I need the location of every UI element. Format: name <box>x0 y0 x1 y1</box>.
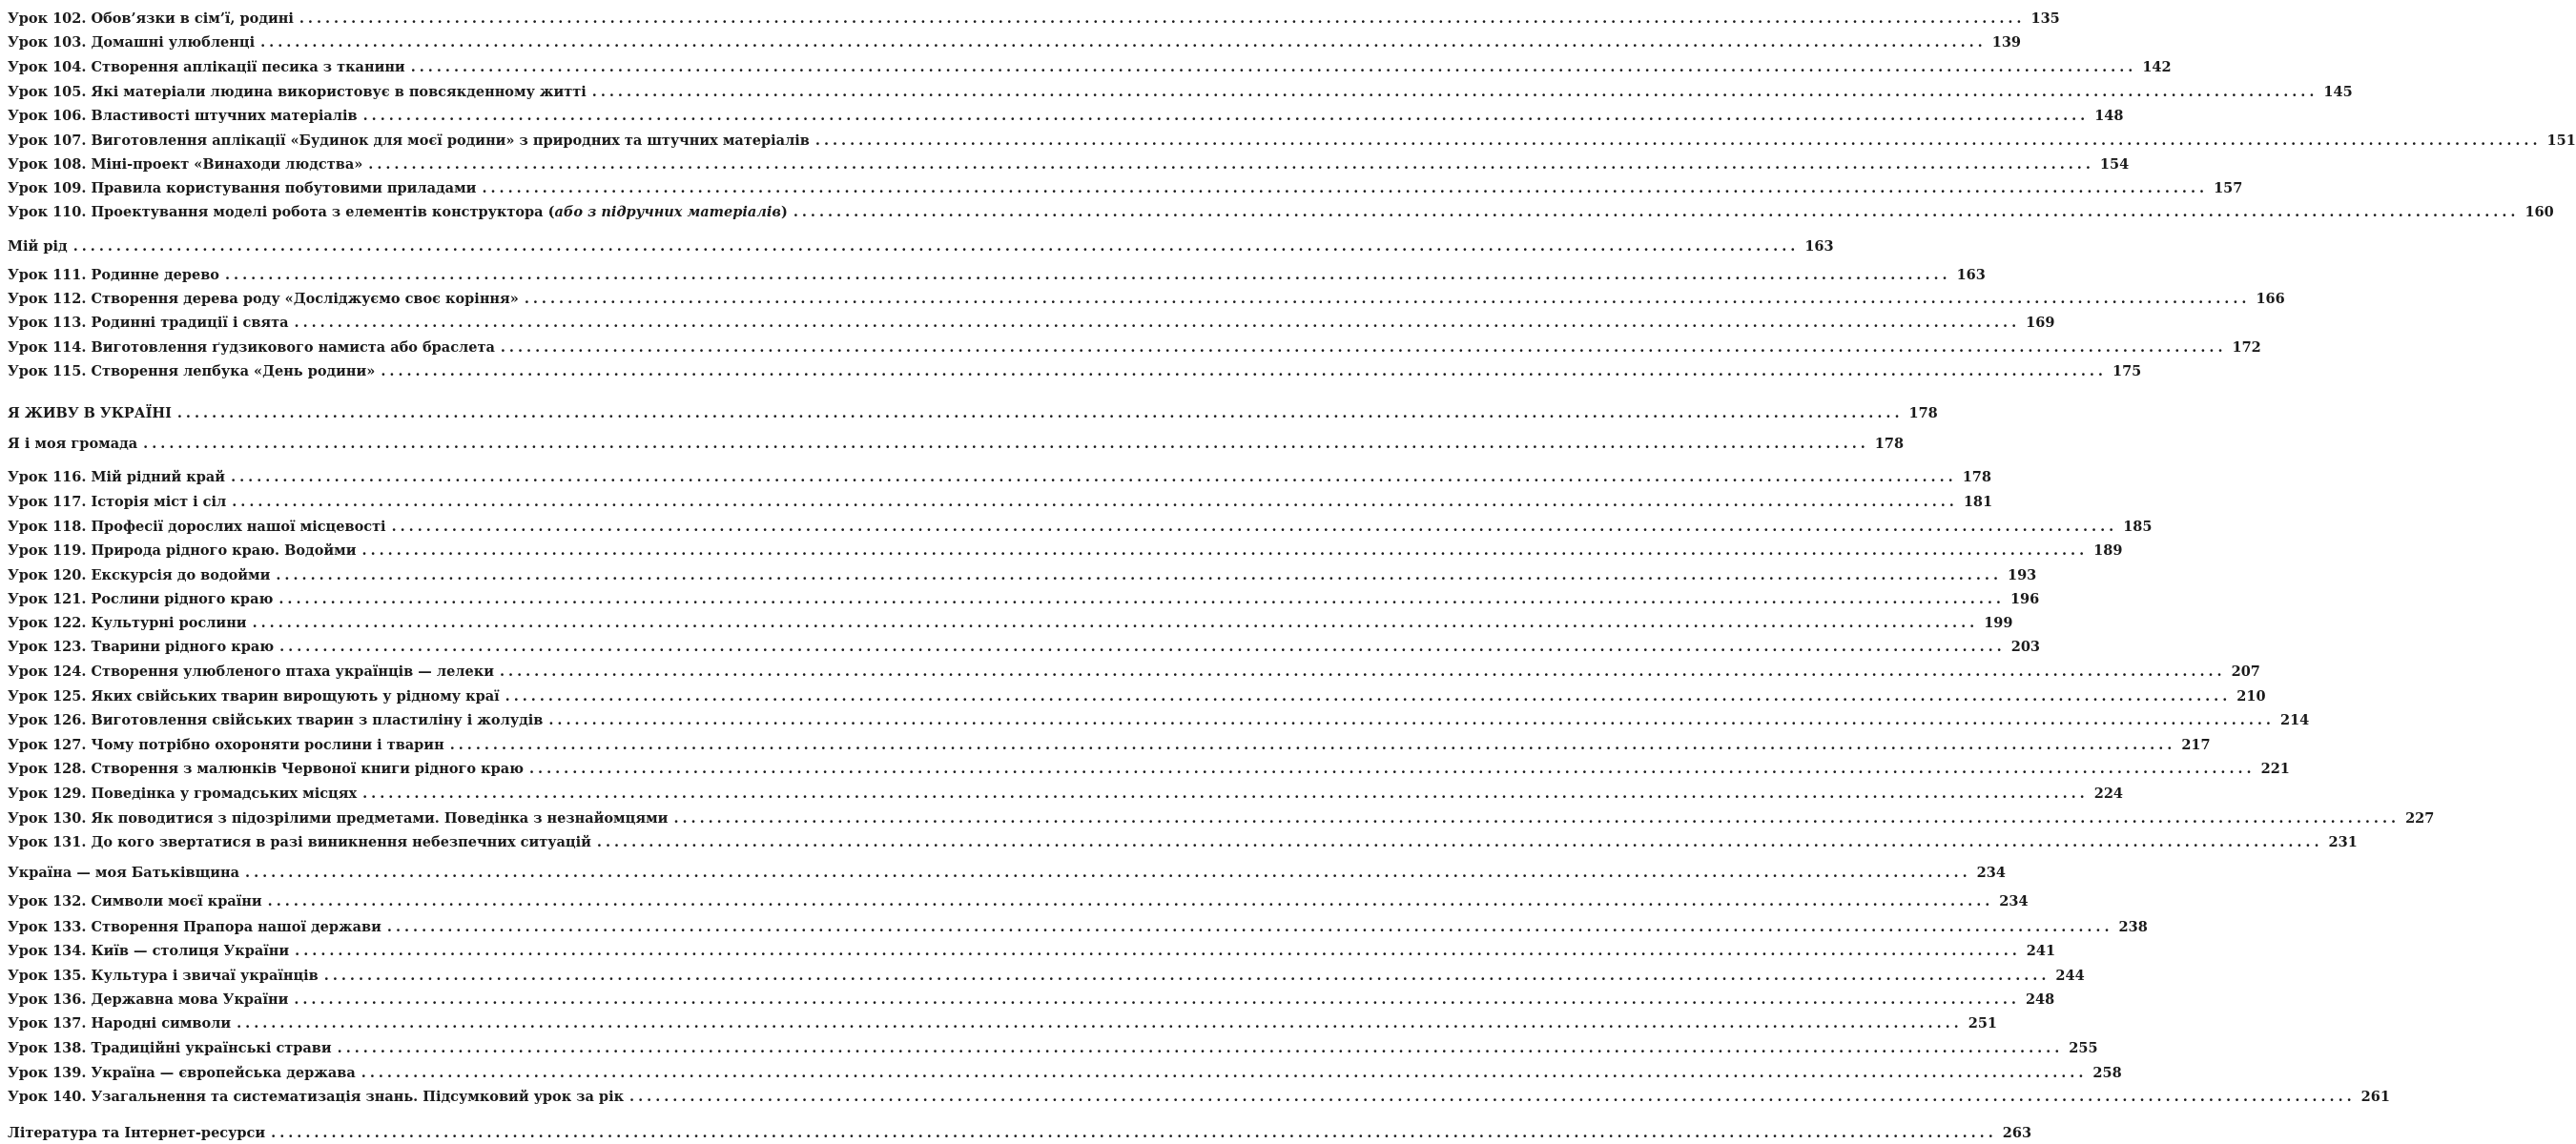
toc-entry-title: Урок 129. Поведінка у громадських місцях <box>8 786 358 802</box>
toc-entry <box>8 832 2358 853</box>
toc-entry <box>8 589 2040 610</box>
toc-page-number: 157 <box>2214 180 2243 196</box>
dot-leader: ........................................................................................................................................................................................................ <box>596 834 2323 850</box>
toc-entry-title: Урок 123. Тварини рідного краю <box>8 639 275 655</box>
toc-entry <box>8 1013 1998 1034</box>
toc-entry-title: Урок 126. Виготовлення свійських тварин з пластиліну і жолудів <box>8 712 544 728</box>
toc-page-number: 231 <box>2328 834 2358 850</box>
dot-leader: ........................................................................................................................................................................................................ <box>337 1040 2064 1056</box>
dot-leader: ........................................................................................................................................................................................................ <box>362 108 2090 124</box>
toc-page-number: 210 <box>2236 688 2266 705</box>
toc-entry <box>8 517 2153 538</box>
toc-entry <box>8 966 2085 987</box>
toc-page-number: 166 <box>2256 291 2285 307</box>
toc-entry <box>8 202 2554 223</box>
toc-entry <box>8 337 2261 358</box>
toc-entry-title: Урок 138. Традиційні українські страви <box>8 1040 332 1056</box>
toc-entry <box>8 735 2211 756</box>
toc-entry <box>8 154 2130 175</box>
toc-entry-title: Урок 120. Екскурсія до водойми <box>8 567 271 583</box>
toc-entry-title: Урок 118. Професії дорослих нашої місцевості <box>8 519 386 535</box>
toc-page-number: 261 <box>2360 1089 2390 1105</box>
toc-page-number: 255 <box>2069 1040 2098 1056</box>
toc-entry <box>8 565 2037 586</box>
dot-leader: ........................................................................................................................................................................................................ <box>260 34 1987 51</box>
toc-entry <box>8 1087 2390 1108</box>
toc-entry-title: Урок 130. Як поводитися з підозрілими предметами. Поведінка з незнайомцями <box>8 810 669 827</box>
dot-leader: ........................................................................................................................................................................................................ <box>410 59 2137 75</box>
toc-entry-title: Мій рід <box>8 238 68 255</box>
toc-entry-title: Урок 131. До кого звертатися в разі виникнення небезпечних ситуацій <box>8 834 591 850</box>
toc-entry <box>8 313 2055 334</box>
toc-entry-title: Урок 117. Історія міст і сіл <box>8 494 227 510</box>
dot-leader: ........................................................................................................................................................................................................ <box>267 893 1994 909</box>
toc-page-number: 189 <box>2093 542 2123 559</box>
toc-entry-title: Урок 127. Чому потрібно охороняти рослини і тварин <box>8 737 444 753</box>
dot-leader: ........................................................................................................................................................................................................ <box>629 1089 2356 1105</box>
toc-entry-title: Урок 104. Створення аплікації песика з тканини <box>8 59 405 75</box>
toc-page-number: 221 <box>2260 761 2290 777</box>
toc-page-number: 169 <box>2026 315 2055 331</box>
toc-page-number: 178 <box>1908 405 1938 421</box>
toc-page-number: 238 <box>2118 919 2148 935</box>
toc-entry <box>8 1038 2098 1059</box>
toc-entry <box>8 361 2142 382</box>
toc-page-number: 251 <box>1968 1015 1998 1032</box>
dot-leader: ........................................................................................................................................................................................................ <box>814 133 2542 149</box>
toc-page-number: 193 <box>2008 567 2037 583</box>
toc-entry-title: Урок 116. Мій рідний край <box>8 469 226 485</box>
toc-entry <box>8 613 2013 634</box>
toc-entry-title: Я ЖИВУ В УКРАЇНІ <box>8 405 172 421</box>
toc-entry-title: Урок 106. Властивості штучних матеріалів <box>8 108 358 124</box>
toc-entry-title: Урок 110. Проектування моделі робота з елементів конструктора (або з підручних матеріалів) <box>8 204 788 220</box>
toc-entry-title: Урок 122. Культурні рослини <box>8 615 247 631</box>
toc-entry-title: Урок 114. Виготовлення ґудзикового намиста або браслета <box>8 339 495 356</box>
toc-page-number: 234 <box>1976 865 2006 881</box>
toc-entry-title: Урок 115. Створення лепбука «День родини» <box>8 363 376 379</box>
toc-page-number: 135 <box>2030 10 2060 27</box>
dot-leader: ........................................................................................................................................................................................................ <box>361 1065 2088 1081</box>
dot-leader: ........................................................................................................................................................................................................ <box>294 991 2020 1008</box>
toc-page-number: 185 <box>2123 519 2153 535</box>
toc-entry-title: Урок 121. Рослини рідного краю <box>8 591 274 607</box>
toc-page-number: 263 <box>2002 1125 2032 1141</box>
toc-entry-title: Урок 103. Домашні улюбленці <box>8 34 256 51</box>
dot-leader: ........................................................................................................................................................................................................ <box>499 664 2226 680</box>
toc-entry-title: Урок 119. Природа рідного краю. Водойми <box>8 542 357 559</box>
toc-entry-title: Урок 109. Правила користування побутовими приладами <box>8 180 477 196</box>
toc-section-heading <box>8 236 1834 257</box>
dot-leader: ........................................................................................................................................................................................................ <box>381 363 2107 379</box>
toc-entry <box>8 106 2124 127</box>
toc-entry-title: Урок 105. Які матеріали людина використовує в повсякденному житті <box>8 84 587 100</box>
dot-leader: ........................................................................................................................................................................................................ <box>505 688 2232 705</box>
toc-page-number: 199 <box>1984 615 2013 631</box>
toc-entry <box>8 32 2022 53</box>
toc-page-number: 142 <box>2142 59 2172 75</box>
toc-entry <box>8 289 2285 310</box>
toc-page-number: 178 <box>1874 436 1905 452</box>
toc-entry-title: Урок 128. Створення з малюнків Червоної книги рідного краю <box>8 761 524 777</box>
dot-leader: ........................................................................................................................................................................................................ <box>278 591 2005 607</box>
dot-leader: ........................................................................................................................................................................................................ <box>361 542 2089 559</box>
toc-page-number: 163 <box>1804 238 1834 255</box>
toc-page-number: 234 <box>1999 893 2029 909</box>
toc-entry-title: Урок 134. Київ — столиця України <box>8 943 290 959</box>
toc-page-number: 248 <box>2025 991 2055 1008</box>
dot-leader: ........................................................................................................................................................................................................ <box>368 156 2094 173</box>
toc-entry <box>8 541 2123 562</box>
dot-leader: ........................................................................................................................................................................................................ <box>276 567 2002 583</box>
toc-entry-title: Урок 139. Україна — європейська держава <box>8 1065 356 1081</box>
dot-leader: ........................................................................................................................................................................................................ <box>524 291 2251 307</box>
toc-entry <box>8 9 2060 30</box>
toc-entry-title: Урок 112. Створення дерева роду «Досліджуємо своє коріння» <box>8 291 519 307</box>
toc-section-heading <box>8 403 1938 424</box>
toc-entry-title: Урок 111. Родинне дерево <box>8 267 219 283</box>
toc-page-number: 203 <box>2010 639 2041 655</box>
toc-page-number: 151 <box>2546 133 2576 149</box>
toc-entry-title: Урок 133. Створення Прапора нашої держави <box>8 919 381 935</box>
toc-entry <box>8 492 1993 513</box>
dot-leader: ........................................................................................................................................................................................................ <box>224 267 1951 283</box>
toc-entry <box>8 82 2353 103</box>
toc-entry <box>8 662 2260 683</box>
toc-page-number: 217 <box>2181 737 2211 753</box>
dot-leader: ........................................................................................................................................................................................................ <box>294 315 2021 331</box>
dot-leader: ........................................................................................................................................................................................................ <box>232 494 1958 510</box>
dot-leader: ........................................................................................................................................................................................................ <box>449 737 2176 753</box>
dot-leader: ........................................................................................................................................................................................................ <box>528 761 2256 777</box>
toc-page-number: 196 <box>2009 591 2040 607</box>
toc-entry <box>8 759 2290 780</box>
dot-leader: ........................................................................................................................................................................................................ <box>72 238 1800 255</box>
toc-entry <box>8 941 2056 962</box>
dot-leader: ........................................................................................................................................................................................................ <box>299 10 2026 27</box>
toc-entry <box>8 686 2266 707</box>
toc-page-number: 207 <box>2231 664 2260 680</box>
toc-entry-title: Урок 140. Узагальнення та систематизація знань. Підсумковий урок за рік <box>8 1089 625 1105</box>
toc-page-number: 148 <box>2094 108 2124 124</box>
toc-entry <box>8 1063 2122 1084</box>
toc-entry-title: Урок 124. Створення улюбленого птаха українців — лелеки <box>8 664 494 680</box>
toc-page-number: 145 <box>2323 84 2353 100</box>
dot-leader: ........................................................................................................................................................................................................ <box>271 1125 1997 1141</box>
toc-page-number: 175 <box>2112 363 2142 379</box>
toc-page-number: 160 <box>2524 204 2554 220</box>
toc-entry-title: Урок 136. Державна мова України <box>8 991 289 1008</box>
toc-section-heading <box>8 863 2006 884</box>
toc-entry-title: Література та Інтернет-ресурси <box>8 1125 266 1141</box>
toc-entry-title: Урок 102. Обов’язки в сім’ї, родині <box>8 10 294 27</box>
toc-entry-title: Урок 107. Виготовлення аплікації «Будинок для моєї родини» з природних та штучних матеріалів <box>8 133 810 149</box>
toc-entry-title: Урок 137. Народні символи <box>8 1015 232 1032</box>
dot-leader: ........................................................................................................................................................................................................ <box>500 339 2227 356</box>
toc-section-heading <box>8 1123 2032 1144</box>
dot-leader: ........................................................................................................................................................................................................ <box>279 639 2006 655</box>
toc-entry <box>8 710 2310 731</box>
dot-leader: ........................................................................................................................................................................................................ <box>237 1015 1963 1032</box>
toc-entry <box>8 131 2576 152</box>
toc-entry-title: Урок 132. Символи моєї країни <box>8 893 262 909</box>
toc-entry <box>8 57 2172 78</box>
toc-page-number: 172 <box>2232 339 2261 356</box>
toc-page-number: 163 <box>1956 267 1986 283</box>
toc-entry-title: Урок 135. Культура і звичаї українців <box>8 968 319 984</box>
toc-entry-title: Я і моя громада <box>8 436 138 452</box>
toc-page-number: 227 <box>2405 810 2435 827</box>
toc-entry <box>8 637 2041 658</box>
toc-entry <box>8 178 2243 199</box>
dot-leader: ........................................................................................................................................................................................................ <box>482 180 2209 196</box>
dot-leader: ........................................................................................................................................................................................................ <box>245 865 1971 881</box>
toc-entry-title: Урок 113. Родинні традиції і свята <box>8 315 289 331</box>
toc-page-number: 139 <box>1991 34 2022 51</box>
toc-entry <box>8 265 1986 286</box>
dot-leader: ........................................................................................................................................................................................................ <box>673 810 2401 827</box>
toc-entry-title: Урок 108. Міні-проект «Винаходи людства» <box>8 156 363 173</box>
toc-entry <box>8 990 2055 1011</box>
toc-entry-title: Україна — моя Батьківщина <box>8 865 240 881</box>
dot-leader: ........................................................................................................................................................................................................ <box>362 786 2089 802</box>
dot-leader: ........................................................................................................................................................................................................ <box>391 519 2118 535</box>
toc-entry <box>8 917 2148 938</box>
dot-leader: ........................................................................................................................................................................................................ <box>295 943 2021 959</box>
toc-entry <box>8 891 2029 912</box>
toc-entry <box>8 808 2435 829</box>
toc-page-number: 181 <box>1963 494 1993 510</box>
toc-page-number: 224 <box>2093 786 2124 802</box>
toc-entry <box>8 467 1991 488</box>
dot-leader: ........................................................................................................................................................................................................ <box>793 204 2520 220</box>
toc-page-number: 214 <box>2279 712 2310 728</box>
dot-leader: ........................................................................................................................................................................................................ <box>591 84 2318 100</box>
dot-leader: ........................................................................................................................................................................................................ <box>231 469 1957 485</box>
toc-page-number: 241 <box>2026 943 2056 959</box>
toc-page-number: 258 <box>2092 1065 2122 1081</box>
toc-page-number: 244 <box>2055 968 2085 984</box>
toc-entry-title: Урок 125. Яких свійських тварин вирощують у рідному краї <box>8 688 500 705</box>
dot-leader: ........................................................................................................................................................................................................ <box>548 712 2275 728</box>
dot-leader: ........................................................................................................................................................................................................ <box>176 405 1904 421</box>
dot-leader: ........................................................................................................................................................................................................ <box>252 615 1979 631</box>
toc-entry <box>8 784 2124 805</box>
toc-page-number: 154 <box>2099 156 2130 173</box>
dot-leader: ........................................................................................................................................................................................................ <box>386 919 2113 935</box>
dot-leader: ........................................................................................................................................................................................................ <box>323 968 2050 984</box>
toc-section-heading <box>8 434 1905 455</box>
toc-page-number: 178 <box>1962 469 1991 485</box>
dot-leader: ........................................................................................................................................................................................................ <box>143 436 1869 452</box>
